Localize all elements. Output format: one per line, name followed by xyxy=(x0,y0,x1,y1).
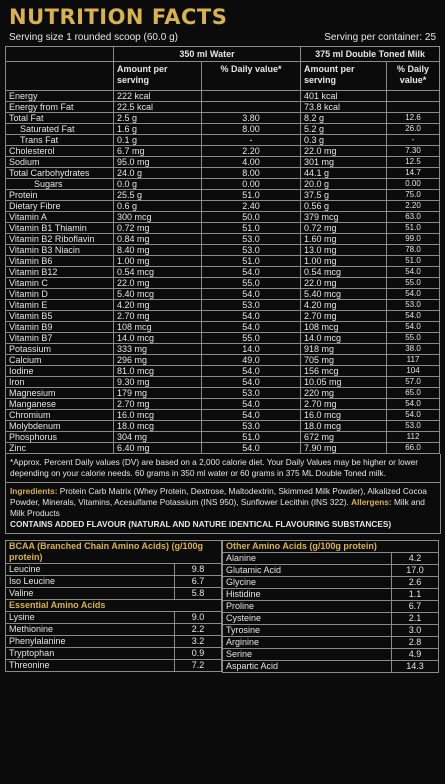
water-amount: 25.5 g xyxy=(114,190,202,201)
water-dv: 2.20 xyxy=(202,146,301,157)
water-dv xyxy=(202,91,301,102)
other-amino-value: 3.0 xyxy=(392,625,439,637)
daily-value-note: *Approx. Percent Daily values (DV) are based on a 2,000 calorie diet. Your Daily Values may be higher or lower depending on your calorie needs. 60 grams in 350 ml water or 60 grams in 375 ML Double Toned milk. xyxy=(5,454,441,483)
nutrient-row xyxy=(6,179,440,190)
water-amount: 2.70 mg xyxy=(114,311,202,322)
nutrient-row xyxy=(6,157,440,168)
milk-amount: 0.56 g xyxy=(301,201,387,212)
water-amount: 0.0 g xyxy=(114,179,202,190)
nutrient-row xyxy=(6,278,440,289)
milk-amount: 1.00 mg xyxy=(301,256,387,267)
nutrient-row xyxy=(6,399,440,410)
milk-amount: 0.3 g xyxy=(301,135,387,146)
essential-amino-name: Phenylalanine xyxy=(6,636,175,648)
nutrient-row xyxy=(6,322,440,333)
other-amino-value: 6.7 xyxy=(392,601,439,613)
water-amount: 296 mg xyxy=(114,355,202,366)
water-amount: 16.0 mcg xyxy=(114,410,202,421)
amino-row xyxy=(6,612,222,624)
milk-amount: 672 mg xyxy=(301,432,387,443)
essential-amino-value: 7.2 xyxy=(175,660,222,672)
milk-amount: 401 kcal xyxy=(301,91,387,102)
nutrient-row xyxy=(6,135,440,146)
nutrient-name: Vitamin A xyxy=(6,212,114,223)
water-amount: 1.6 g xyxy=(114,124,202,135)
milk-column-header: 375 ml Double Toned Milk xyxy=(301,47,440,62)
nutrient-row xyxy=(6,234,440,245)
bcaa-name: Valine xyxy=(6,588,175,600)
other-amino-value: 2.6 xyxy=(392,577,439,589)
blank-header xyxy=(6,62,114,91)
water-amount: 6.7 mg xyxy=(114,146,202,157)
serving-size: Serving size 1 rounded scoop (60.0 g) xyxy=(9,32,178,43)
nutrient-name: Potassium xyxy=(6,344,114,355)
essential-amino-value: 0.9 xyxy=(175,648,222,660)
serving-info xyxy=(9,32,436,43)
water-dv: 51.0 xyxy=(202,223,301,234)
amino-row xyxy=(6,636,222,648)
amino-acids-section xyxy=(5,540,439,673)
dv-header: % Daily value* xyxy=(202,62,301,91)
milk-dv: 55.0 xyxy=(387,333,440,344)
milk-dv: 54.0 xyxy=(387,322,440,333)
other-amino-value: 17.0 xyxy=(392,565,439,577)
milk-amount: 108 mcg xyxy=(301,322,387,333)
nutrient-row xyxy=(6,377,440,388)
milk-dv: 99.0 xyxy=(387,234,440,245)
nutrient-name: Vitamin B6 xyxy=(6,256,114,267)
amount-header: Amount per serving xyxy=(301,62,387,91)
water-dv: 51.0 xyxy=(202,256,301,267)
nutrient-name: Total Carbohydrates xyxy=(6,168,114,179)
milk-dv: 12.6 xyxy=(387,113,440,124)
essential-amino-title: Essential Amino Acids xyxy=(6,600,222,612)
nutrient-name: Sugars xyxy=(6,179,114,190)
milk-amount: 5.40 mcg xyxy=(301,289,387,300)
nutrient-name: Iron xyxy=(6,377,114,388)
milk-dv: 78.0 xyxy=(387,245,440,256)
water-dv: 3.80 xyxy=(202,113,301,124)
milk-amount: 16.0 mcg xyxy=(301,410,387,421)
water-amount: 179 mg xyxy=(114,388,202,399)
milk-amount: 22.0 mg xyxy=(301,278,387,289)
water-dv: 51.0 xyxy=(202,190,301,201)
nutrient-row xyxy=(6,344,440,355)
water-dv: 53.0 xyxy=(202,245,301,256)
water-dv: 51.0 xyxy=(202,432,301,443)
water-dv: 54.0 xyxy=(202,410,301,421)
nutrient-row xyxy=(6,245,440,256)
milk-dv: 63.0 xyxy=(387,212,440,223)
milk-dv: 65.0 xyxy=(387,388,440,399)
bcaa-value: 6.7 xyxy=(175,576,222,588)
amount-header: Amount per serving xyxy=(114,62,202,91)
nutrient-name: Manganese xyxy=(6,399,114,410)
milk-dv: 26.0 xyxy=(387,124,440,135)
nutrient-name: Vitamin E xyxy=(6,300,114,311)
nutrient-row xyxy=(6,267,440,278)
water-amount: 9.30 mg xyxy=(114,377,202,388)
milk-amount: 4.20 mg xyxy=(301,300,387,311)
milk-amount: 220 mg xyxy=(301,388,387,399)
milk-amount: 705 mg xyxy=(301,355,387,366)
water-amount: 333 mg xyxy=(114,344,202,355)
nutrient-name: Vitamin B9 xyxy=(6,322,114,333)
other-amino-name: Glutamic Acid xyxy=(223,565,392,577)
nutrient-name: Protein xyxy=(6,190,114,201)
other-amino-name: Cysteine xyxy=(223,613,392,625)
milk-dv: 14.7 xyxy=(387,168,440,179)
milk-amount: 379 mcg xyxy=(301,212,387,223)
milk-dv: 54.0 xyxy=(387,267,440,278)
amino-row xyxy=(223,565,439,577)
milk-dv: 54.0 xyxy=(387,311,440,322)
water-amount: 0.84 mg xyxy=(114,234,202,245)
water-amount: 22.5 kcal xyxy=(114,102,202,113)
nutrient-name: Dietary Fibre xyxy=(6,201,114,212)
amino-row xyxy=(223,613,439,625)
other-amino-name: Alanine xyxy=(223,553,392,565)
water-amount: 222 kcal xyxy=(114,91,202,102)
bcaa-value: 9.8 xyxy=(175,564,222,576)
nutrient-name: Vitamin C xyxy=(6,278,114,289)
amino-row xyxy=(223,661,439,673)
water-dv: 54.0 xyxy=(202,399,301,410)
nutrient-name: Cholesterol xyxy=(6,146,114,157)
allergens-text: Milk and Milk Products xyxy=(10,497,425,518)
other-amino-title: Other Amino Acids (g/100g protein) xyxy=(223,541,439,553)
bcaa-table xyxy=(5,540,222,672)
nutrient-row xyxy=(6,91,440,102)
amino-row xyxy=(6,588,222,600)
water-amount: 14.0 mcg xyxy=(114,333,202,344)
other-amino-name: Glycine xyxy=(223,577,392,589)
water-amount: 0.6 g xyxy=(114,201,202,212)
blank-header xyxy=(6,47,114,62)
nutrient-name: Sodium xyxy=(6,157,114,168)
water-dv: 54.0 xyxy=(202,311,301,322)
other-amino-name: Histidine xyxy=(223,589,392,601)
water-dv: 53.0 xyxy=(202,421,301,432)
amino-row xyxy=(223,577,439,589)
milk-amount: 20.0 g xyxy=(301,179,387,190)
milk-amount: 8.2 g xyxy=(301,113,387,124)
milk-amount: 0.54 mcg xyxy=(301,267,387,278)
nutrient-name: Total Fat xyxy=(6,113,114,124)
nutrient-row xyxy=(6,168,440,179)
milk-amount: 44.1 g xyxy=(301,168,387,179)
nutrient-row xyxy=(6,124,440,135)
milk-dv: 117 xyxy=(387,355,440,366)
other-amino-name: Tyrosine xyxy=(223,625,392,637)
amino-row xyxy=(6,564,222,576)
essential-amino-name: Threonine xyxy=(6,660,175,672)
milk-amount: 2.70 mg xyxy=(301,399,387,410)
nutrient-row xyxy=(6,410,440,421)
nutrient-row xyxy=(6,443,440,454)
water-amount: 304 mg xyxy=(114,432,202,443)
bcaa-title: BCAA (Branched Chain Amino Acids) (g/100g protein) xyxy=(6,541,222,564)
water-amount: 0.54 mcg xyxy=(114,267,202,278)
milk-amount: 22.0 mg xyxy=(301,146,387,157)
allergens-label: Allergens: xyxy=(351,497,392,507)
milk-amount: 0.72 mg xyxy=(301,223,387,234)
water-amount: 2.5 g xyxy=(114,113,202,124)
milk-amount: 73.8 kcal xyxy=(301,102,387,113)
nutrient-row xyxy=(6,201,440,212)
milk-dv: 51.0 xyxy=(387,223,440,234)
water-amount: 8.40 mg xyxy=(114,245,202,256)
nutrient-row xyxy=(6,333,440,344)
amino-row xyxy=(223,625,439,637)
milk-amount: 301 mg xyxy=(301,157,387,168)
water-dv: 14.0 xyxy=(202,344,301,355)
milk-dv: 112 xyxy=(387,432,440,443)
milk-amount: 13.0 mg xyxy=(301,245,387,256)
amino-row xyxy=(223,637,439,649)
essential-amino-name: Tryptophan xyxy=(6,648,175,660)
nutrient-name: Trans Fat xyxy=(6,135,114,146)
water-amount: 1.00 mg xyxy=(114,256,202,267)
bcaa-column xyxy=(5,540,222,673)
water-amount: 81.0 mcg xyxy=(114,366,202,377)
other-amino-column xyxy=(222,540,439,673)
milk-dv: 12.5 xyxy=(387,157,440,168)
milk-amount: 10.05 mg xyxy=(301,377,387,388)
nutrient-name: Energy xyxy=(6,91,114,102)
milk-amount: 918 mg xyxy=(301,344,387,355)
milk-dv: - xyxy=(387,135,440,146)
other-amino-value: 2.8 xyxy=(392,637,439,649)
water-dv: 55.0 xyxy=(202,278,301,289)
nutrition-rows xyxy=(6,91,440,454)
milk-amount: 14.0 mcg xyxy=(301,333,387,344)
milk-dv: 51.0 xyxy=(387,256,440,267)
milk-dv: 57.0 xyxy=(387,377,440,388)
nutrient-row xyxy=(6,432,440,443)
bcaa-name: Iso Leucine xyxy=(6,576,175,588)
nutrient-name: Molybdenum xyxy=(6,421,114,432)
amino-row xyxy=(223,553,439,565)
nutrient-name: Vitamin D xyxy=(6,289,114,300)
amino-row xyxy=(223,589,439,601)
milk-dv: 66.0 xyxy=(387,443,440,454)
water-dv xyxy=(202,102,301,113)
milk-amount: 1.60 mg xyxy=(301,234,387,245)
milk-dv xyxy=(387,102,440,113)
essential-amino-value: 3.2 xyxy=(175,636,222,648)
water-dv: 0.00 xyxy=(202,179,301,190)
water-amount: 0.72 mg xyxy=(114,223,202,234)
water-dv: 8.00 xyxy=(202,168,301,179)
other-amino-name: Aspartic Acid xyxy=(223,661,392,673)
milk-amount: 18.0 mcg xyxy=(301,421,387,432)
water-amount: 0.1 g xyxy=(114,135,202,146)
amino-row xyxy=(6,660,222,672)
water-amount: 6.40 mg xyxy=(114,443,202,454)
ingredients-text: Protein Carb Matrix (Whey Protein, Dextrose, Maltodextrin, Skimmed Milk Powder), Alkalized Cocoa Powder, Minerals, Vitamins, Acesulfame Potassium (INS 950), Sunflower Lecithin (INS 322). xyxy=(10,486,427,507)
water-dv: 53.0 xyxy=(202,388,301,399)
nutrient-name: Calcium xyxy=(6,355,114,366)
nutrient-name: Vitamin B1 Thiamin xyxy=(6,223,114,234)
milk-dv: 54.0 xyxy=(387,289,440,300)
milk-amount: 7.90 mg xyxy=(301,443,387,454)
milk-dv: 55.0 xyxy=(387,278,440,289)
milk-dv: 54.0 xyxy=(387,399,440,410)
ingredients-label: Ingredients: xyxy=(10,486,58,496)
milk-dv: 38.0 xyxy=(387,344,440,355)
water-amount: 4.20 mg xyxy=(114,300,202,311)
water-dv: 4.00 xyxy=(202,157,301,168)
essential-amino-value: 2.2 xyxy=(175,624,222,636)
nutrient-name: Vitamin B2 Riboflavin xyxy=(6,234,114,245)
flavour-text: CONTAINS ADDED FLAVOUR (NATURAL AND NATURE IDENTICAL FLAVOURING SUBSTANCES) xyxy=(10,519,392,529)
essential-amino-name: Methionine xyxy=(6,624,175,636)
nutrient-row xyxy=(6,113,440,124)
water-amount: 24.0 g xyxy=(114,168,202,179)
water-dv: 55.0 xyxy=(202,333,301,344)
nutrient-row xyxy=(6,311,440,322)
nutrient-row xyxy=(6,289,440,300)
water-amount: 95.0 mg xyxy=(114,157,202,168)
water-amount: 5.40 mcg xyxy=(114,289,202,300)
ingredients-block xyxy=(5,483,441,534)
water-amount: 2.70 mg xyxy=(114,399,202,410)
milk-dv: 53.0 xyxy=(387,421,440,432)
other-amino-value: 14.3 xyxy=(392,661,439,673)
water-amount: 22.0 mg xyxy=(114,278,202,289)
other-amino-value: 1.1 xyxy=(392,589,439,601)
nutrient-row xyxy=(6,300,440,311)
essential-amino-value: 9.0 xyxy=(175,612,222,624)
milk-amount: 5.2 g xyxy=(301,124,387,135)
water-dv: 54.0 xyxy=(202,289,301,300)
milk-dv: 53.0 xyxy=(387,300,440,311)
water-dv: 54.0 xyxy=(202,322,301,333)
water-amount: 18.0 mcg xyxy=(114,421,202,432)
water-amount: 108 mcg xyxy=(114,322,202,333)
other-amino-name: Serine xyxy=(223,649,392,661)
nutrient-name: Saturated Fat xyxy=(6,124,114,135)
water-dv: 50.0 xyxy=(202,212,301,223)
water-dv: 54.0 xyxy=(202,443,301,454)
other-amino-table xyxy=(222,540,439,673)
other-amino-value: 4.9 xyxy=(392,649,439,661)
water-dv: 54.0 xyxy=(202,267,301,278)
water-dv: 2.40 xyxy=(202,201,301,212)
essential-amino-name: Lysine xyxy=(6,612,175,624)
milk-amount: 156 mcg xyxy=(301,366,387,377)
nutrient-row xyxy=(6,421,440,432)
other-amino-value: 2.1 xyxy=(392,613,439,625)
nutrient-name: Vitamin B7 xyxy=(6,333,114,344)
nutrient-row xyxy=(6,212,440,223)
water-dv: 53.0 xyxy=(202,234,301,245)
nutrient-row xyxy=(6,388,440,399)
milk-dv: 104 xyxy=(387,366,440,377)
nutrient-name: Chromium xyxy=(6,410,114,421)
nutrient-row xyxy=(6,223,440,234)
milk-dv xyxy=(387,91,440,102)
amino-row xyxy=(223,601,439,613)
nutrient-name: Vitamin B3 Niacin xyxy=(6,245,114,256)
other-amino-value: 4.2 xyxy=(392,553,439,565)
servings-per-container: Serving per container: 25 xyxy=(324,32,436,43)
nutrient-name: Iodine xyxy=(6,366,114,377)
nutrient-name: Energy from Fat xyxy=(6,102,114,113)
nutrition-table xyxy=(5,46,440,454)
milk-dv: 7.30 xyxy=(387,146,440,157)
nutrient-row xyxy=(6,102,440,113)
other-amino-name: Arginine xyxy=(223,637,392,649)
water-dv: 49.0 xyxy=(202,355,301,366)
water-dv: 53.0 xyxy=(202,300,301,311)
nutrient-name: Zinc xyxy=(6,443,114,454)
water-dv: 54.0 xyxy=(202,377,301,388)
milk-amount: 2.70 mg xyxy=(301,311,387,322)
nutrient-name: Magnesium xyxy=(6,388,114,399)
water-amount: 300 mcg xyxy=(114,212,202,223)
bcaa-name: Leucine xyxy=(6,564,175,576)
other-amino-name: Proline xyxy=(223,601,392,613)
amino-row xyxy=(6,624,222,636)
nutrient-name: Vitamin B12 xyxy=(6,267,114,278)
nutrient-row xyxy=(6,146,440,157)
milk-dv: 2.20 xyxy=(387,201,440,212)
nutrient-row xyxy=(6,256,440,267)
water-dv: 8.00 xyxy=(202,124,301,135)
page-title: NUTRITION FACTS xyxy=(9,5,228,29)
milk-dv: 75.0 xyxy=(387,190,440,201)
bcaa-value: 5.8 xyxy=(175,588,222,600)
dv-header: % Daily value* xyxy=(387,62,440,91)
nutrient-row xyxy=(6,190,440,201)
amino-row xyxy=(6,576,222,588)
milk-dv: 0.00 xyxy=(387,179,440,190)
amino-row xyxy=(6,648,222,660)
milk-dv: 54.0 xyxy=(387,410,440,421)
nutrient-row xyxy=(6,355,440,366)
nutrient-name: Vitamin B5 xyxy=(6,311,114,322)
nutrient-row xyxy=(6,366,440,377)
water-dv: - xyxy=(202,135,301,146)
water-dv: 54.0 xyxy=(202,366,301,377)
water-column-header: 350 ml Water xyxy=(114,47,301,62)
milk-amount: 37.5 g xyxy=(301,190,387,201)
nutrient-name: Phosphorus xyxy=(6,432,114,443)
amino-row xyxy=(223,649,439,661)
